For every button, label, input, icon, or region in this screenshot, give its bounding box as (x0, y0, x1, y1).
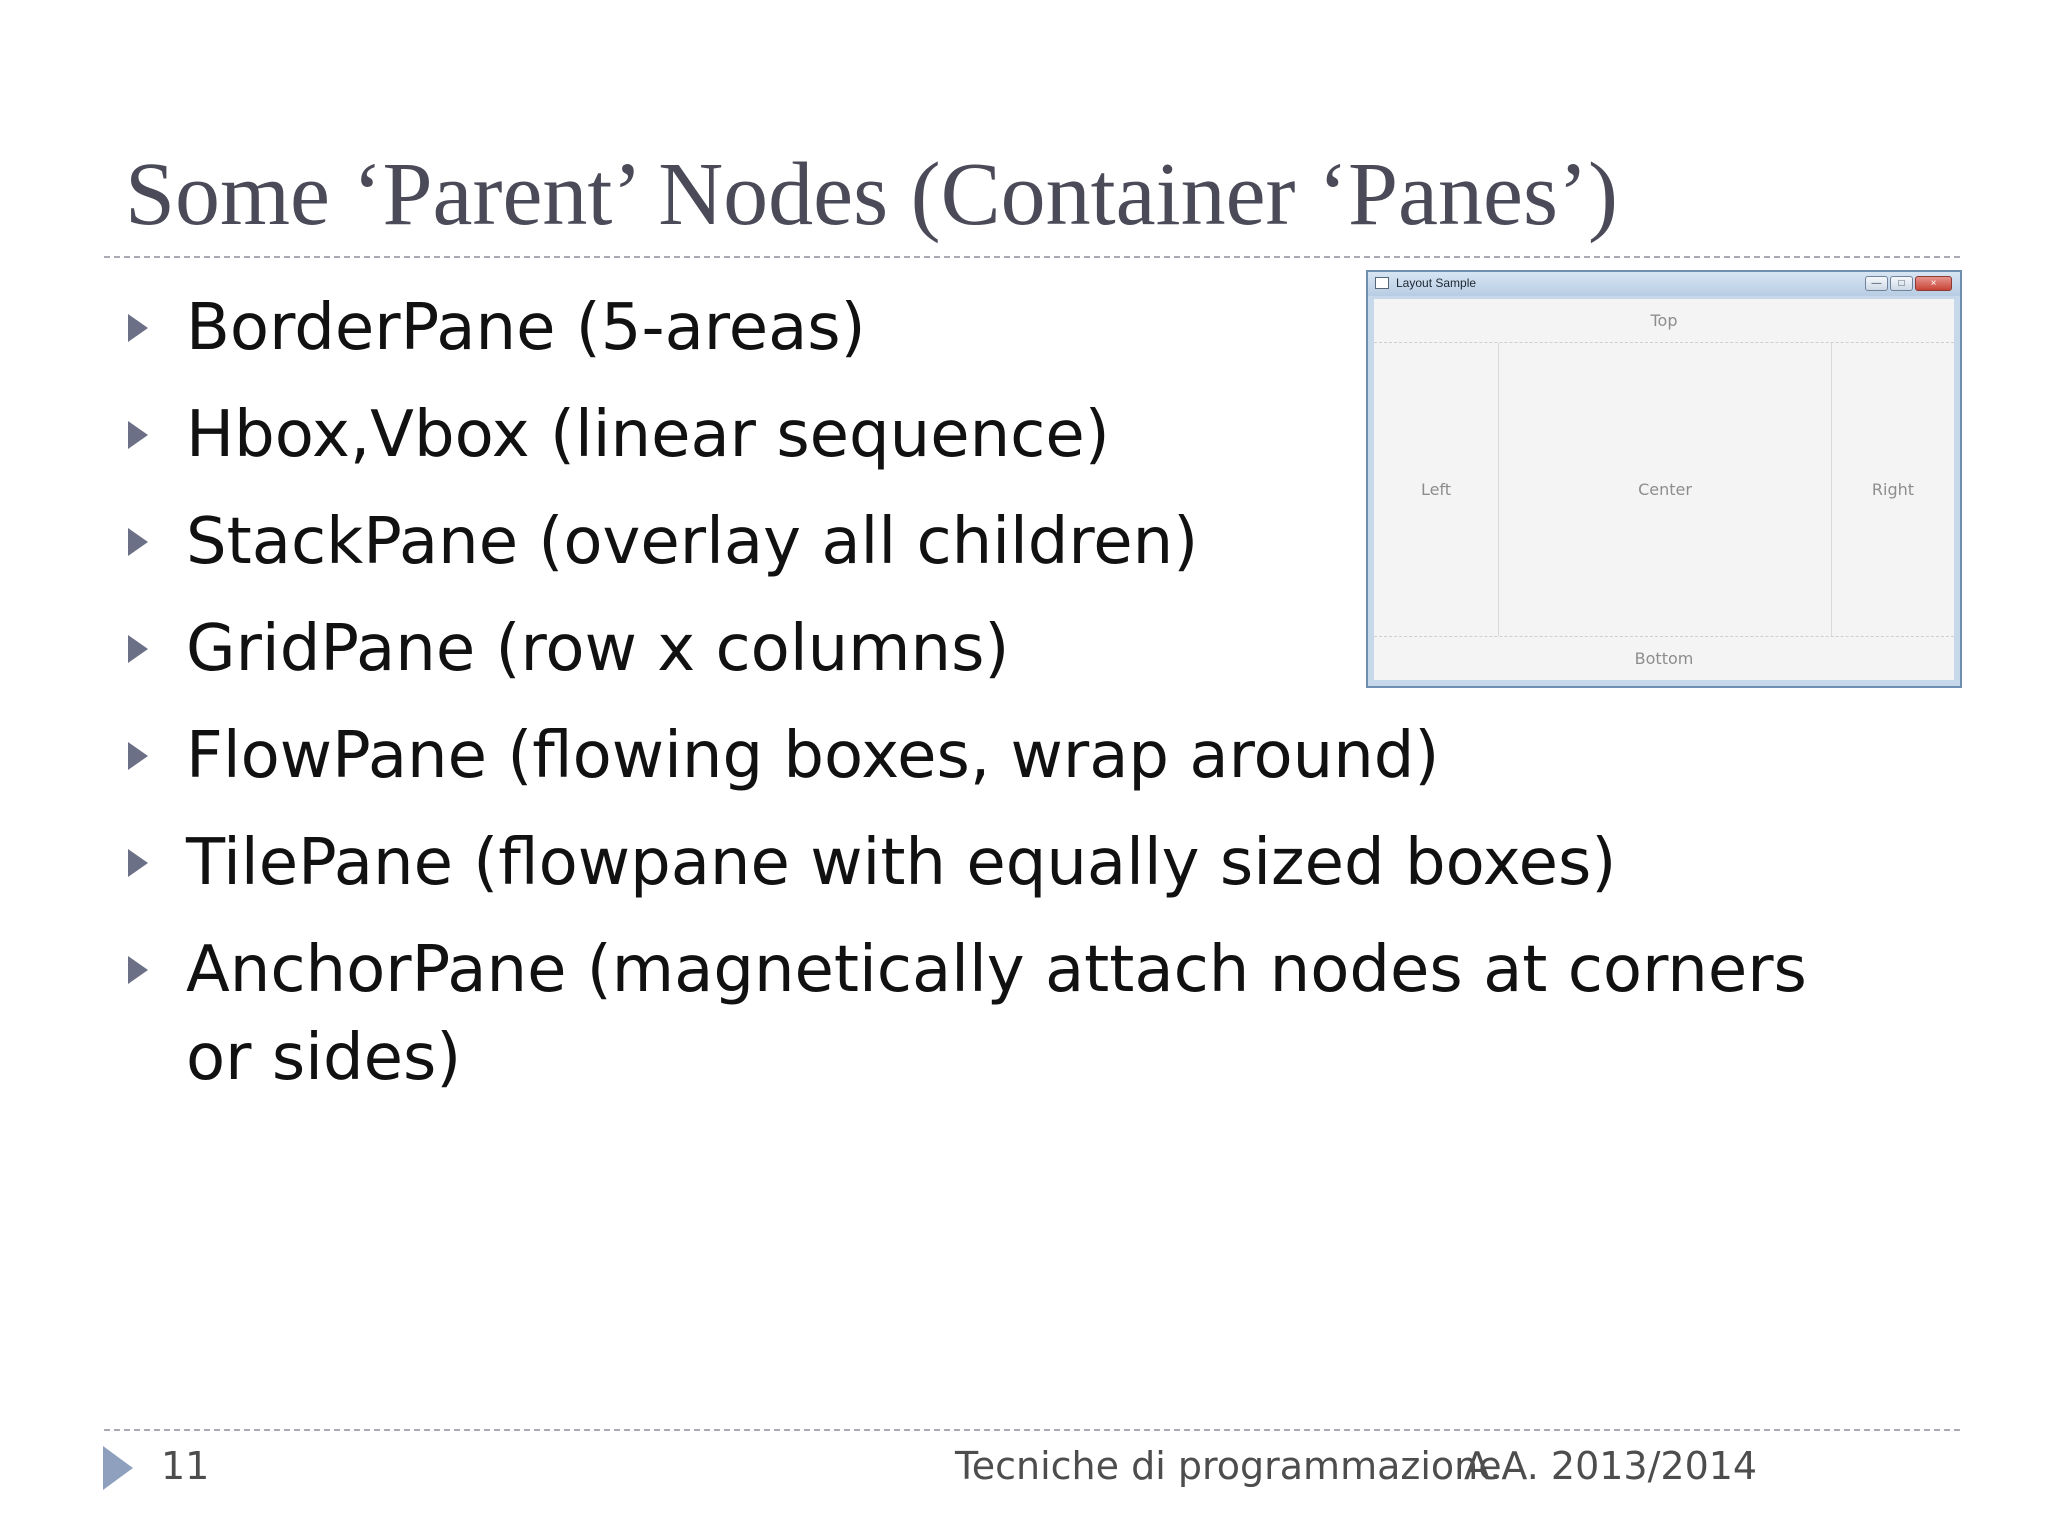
border-pane-center-region: Center (1638, 480, 1692, 499)
close-icon: × (1915, 276, 1952, 291)
bullet-item (120, 926, 1886, 1102)
slide-title: Some ‘Parent’ Nodes (Container ‘Panes’) (125, 145, 1618, 244)
bullet-arrow-icon (128, 956, 148, 984)
bullet-item (120, 712, 1886, 800)
bullet-arrow-icon (128, 635, 148, 663)
bullet-text: FlowPane (flowing boxes, wrap around) (186, 719, 1440, 793)
bullet-text: StackPane (overlay all children) (186, 505, 1199, 579)
bullet-item (120, 819, 1886, 907)
bullet-arrow-icon (128, 742, 148, 770)
footer-arrow-icon (103, 1446, 133, 1490)
border-pane-right-region: Right (1831, 343, 1954, 636)
border-pane-top-region: Top (1374, 299, 1954, 343)
bullet-arrow-icon (128, 421, 148, 449)
page-number: 11 (161, 1444, 210, 1488)
bullet-text: AnchorPane (magnetically attach nodes at corners or sides) (186, 933, 1807, 1095)
border-pane-left-region: Left (1374, 343, 1499, 636)
maximize-icon: □ (1890, 276, 1913, 291)
bullet-text: TilePane (flowpane with equally sized boxes) (186, 826, 1617, 900)
title-divider (104, 256, 1960, 258)
bullet-arrow-icon (128, 528, 148, 556)
bullet-arrow-icon (128, 314, 148, 342)
footer-course-name: Tecniche di programmazione (955, 1444, 1502, 1488)
border-pane-bottom-region: Bottom (1374, 636, 1954, 680)
bullet-text: BorderPane (5-areas) (186, 291, 866, 365)
footer-divider (104, 1429, 1960, 1431)
footer-academic-year: A.A. 2013/2014 (1464, 1444, 1758, 1488)
layout-sample-window-screenshot (1366, 270, 1962, 688)
window-content (1374, 299, 1954, 680)
minimize-icon: — (1865, 276, 1888, 291)
window-titlebar (1368, 272, 1960, 296)
bullet-text: GridPane (row x columns) (186, 612, 1010, 686)
bullet-arrow-icon (128, 849, 148, 877)
bullet-text: Hbox,Vbox (linear sequence) (186, 398, 1110, 472)
app-window-icon (1375, 277, 1389, 289)
window-title: Layout Sample (1396, 276, 1477, 290)
